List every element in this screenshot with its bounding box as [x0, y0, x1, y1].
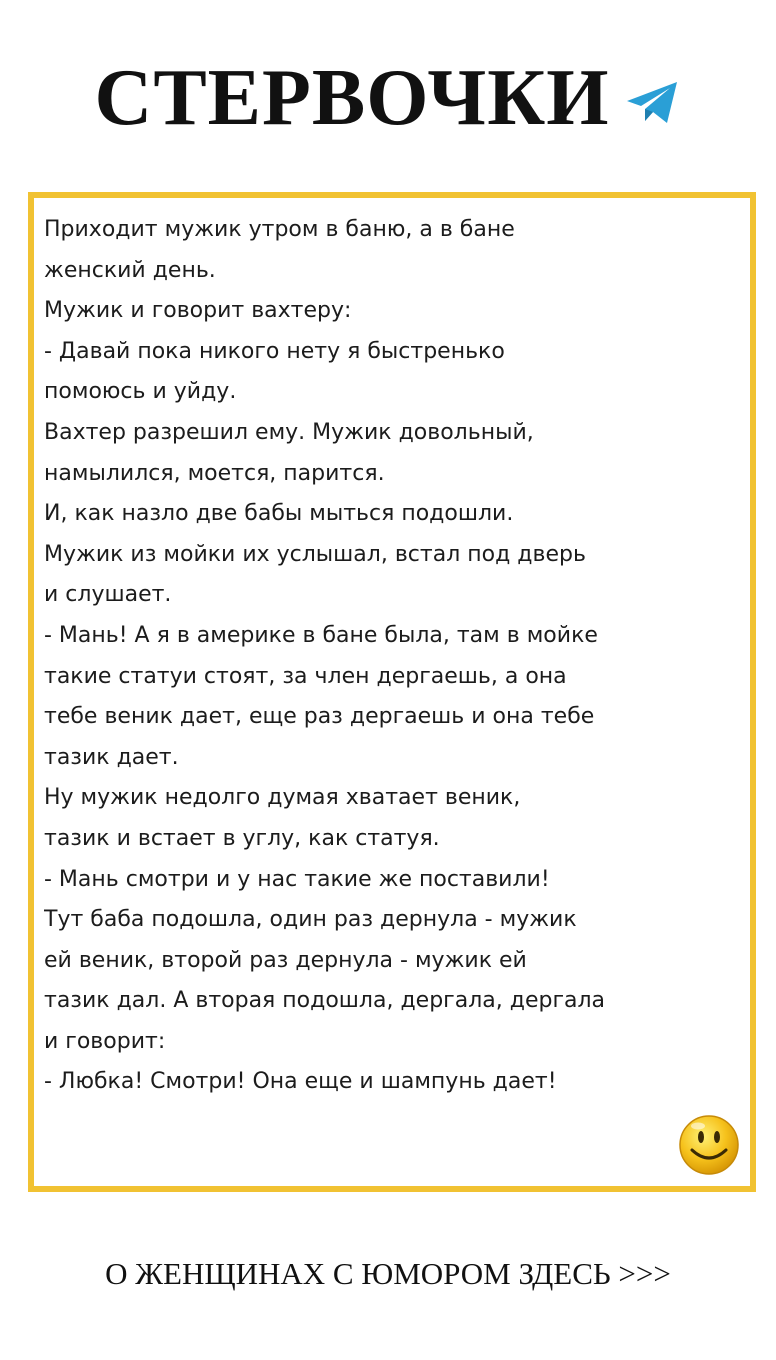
joke-line: Ну мужик недолго думая хватает веник,: [44, 785, 521, 811]
joke-line: ей веник, второй раз дернула - мужик ей: [44, 947, 527, 973]
joke-line: намылился, моется, парится.: [44, 460, 385, 486]
joke-line: И, как назло две бабы мыться подошли.: [44, 501, 514, 527]
telegram-icon[interactable]: [625, 80, 681, 126]
joke-line: тазик и встает в углу, как статуя.: [44, 825, 440, 851]
joke-line: помоюсь и уйду.: [44, 379, 237, 405]
joke-line: женский день.: [44, 257, 216, 283]
joke-line: тазик дает.: [44, 744, 179, 770]
joke-line: - Любка! Смотри! Она еще и шампунь дает!: [44, 1069, 557, 1095]
joke-line: Тут баба подошла, один раз дернула - мужик: [44, 907, 577, 933]
joke-line: такие статуи стоят, за член дергаешь, а она: [44, 663, 567, 689]
joke-line: и говорит:: [44, 1028, 166, 1054]
joke-line: тебе веник дает, еще раз дергаешь и она тебе: [44, 704, 595, 730]
joke-line: тазик дал. А вторая подошла, дергала, дергала: [44, 988, 606, 1014]
joke-line: - Давай пока никого нету я быстренько: [44, 338, 505, 364]
joke-card: [28, 192, 756, 1192]
joke-line: Мужик и говорит вахтеру:: [44, 298, 352, 324]
joke-line: Мужик из мойки их услышал, встал под дверь: [44, 541, 586, 567]
smiley-icon: [676, 1112, 742, 1178]
women-humor-link[interactable]: О ЖЕНЩИНАХ С ЮМОРОМ ЗДЕСЬ >>>: [105, 1256, 671, 1291]
page-title: СТЕРВОЧКИ: [94, 54, 610, 142]
joke-line: Вахтер разрешил ему. Мужик довольный,: [44, 419, 534, 445]
joke-line: Приходит мужик утром в баню, а в бане: [44, 217, 515, 242]
joke-line: - Мань! А я в америке в бане была, там в мойке: [44, 622, 598, 648]
joke-text: [44, 210, 724, 1103]
joke-line: и слушает.: [44, 582, 172, 608]
header: [0, 48, 776, 148]
joke-line: - Мань смотри и у нас такие же поставили!: [44, 866, 550, 892]
